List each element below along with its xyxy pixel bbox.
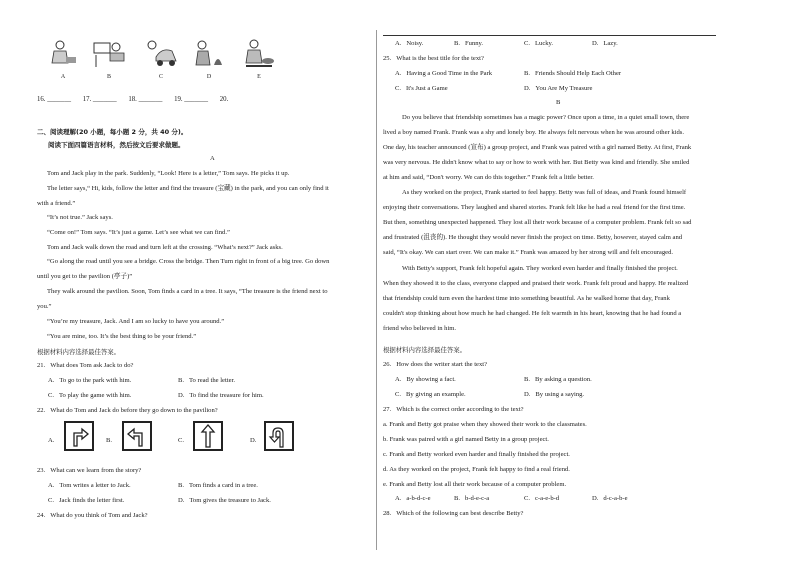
instruction-b: 根据材料内容选择最佳答案。 <box>383 346 467 354</box>
q25-option-c[interactable]: C. It's Just a Game <box>395 85 448 92</box>
q22-sign-a <box>64 421 94 451</box>
q26-stem: 26. How does the writer start the text? <box>383 361 488 368</box>
person-with-dog-icon <box>242 39 276 69</box>
top-rule <box>383 35 716 36</box>
person-gardening-icon <box>192 39 226 69</box>
q27-option-c[interactable]: C. c-a-e-b-d <box>524 495 560 502</box>
q21-option-d[interactable]: D. To find the treasure for him. <box>178 392 264 399</box>
section-instructions: 阅读下面四篇语言材料，然后按文后要求做题。 <box>48 141 185 149</box>
blank-19[interactable]: 19. _______ <box>174 96 209 103</box>
picture-e <box>242 39 276 80</box>
passage-b-line: With Betty's support, Frank felt hopeful again. They worked even harder and finally finished the project. <box>402 265 678 272</box>
person-cooking-icon <box>46 39 80 69</box>
q24-option-c[interactable]: C. Lucky. <box>524 40 554 47</box>
instruction-a: 根据材料内容选择最佳答案。 <box>37 348 121 356</box>
q23-option-b[interactable]: B. Tom finds a card in a tree. <box>178 482 258 489</box>
q25-option-d[interactable]: D. You Are My Treasure <box>524 85 593 92</box>
q24-option-a[interactable]: A. Noisy. <box>395 40 424 47</box>
passage-b-line: Do you believe that friendship sometimes has a magic power? Once upon a time, in a quiet small town, there <box>402 114 690 121</box>
passage-b-line: was very nervous. He didn't know what to say or how to work with her. But Betty was kind and friendly. She smiled <box>383 159 690 166</box>
answer-blanks <box>37 96 238 104</box>
blank-17[interactable]: 17. _______ <box>82 96 117 103</box>
person-at-desk-icon <box>92 39 126 69</box>
passage-b-heading: B <box>556 99 561 106</box>
picture-d <box>192 39 226 80</box>
q22-sign-d <box>264 421 294 451</box>
turn-left-arrow-icon <box>122 421 152 451</box>
q27-option-d[interactable]: D. d-c-a-b-e <box>592 495 628 502</box>
q22-option-d[interactable]: D. <box>250 437 257 444</box>
q22-option-c[interactable]: C. <box>178 437 185 444</box>
passage-b-line: that friendship could turn even the hardest time into something beautiful. As he walked home that day, Frank <box>383 295 670 302</box>
blank-20[interactable]: 20. <box>219 96 229 103</box>
passage-b-line: at him and said, “Don't worry. We can do this together.” Frank felt a little better. <box>383 174 594 181</box>
picture-label: C <box>158 74 163 80</box>
q27-item-e: e. Frank and Betty lost all their work because of a computer problem. <box>383 481 567 488</box>
picture-label: B <box>106 74 111 80</box>
picture-row <box>46 39 286 85</box>
q23-option-a[interactable]: A. Tom writes a letter to Jack. <box>48 482 131 489</box>
passage-a-line: Tom and Jack walk down the road and turn left at the crossing. “What’s next?” Jack asks. <box>47 244 283 251</box>
passage-b-line: enjoying their conversations. They laughed and shared stories. Frank felt like he had a real friend for the first time. <box>383 204 686 211</box>
passage-b-line: As they worked on the project, Frank started to feel happy. Betty was full of ideas, and Frank found himself <box>402 189 687 196</box>
passage-a-line: The letter says,“ Hi, kids, follow the letter and find the treasure (宝藏) in the park, and you can only find it <box>47 185 329 192</box>
q22-option-b[interactable]: B. <box>106 437 113 444</box>
q27-option-a[interactable]: A. a-b-d-c-e <box>395 495 431 502</box>
section-title: 二、阅读理解(20 小题，每小题 2 分，共 40 分)。 <box>37 128 188 136</box>
q27-item-c: c. Frank and Betty worked even harder and finally finished the project. <box>383 451 570 458</box>
turn-right-arrow-icon <box>64 421 94 451</box>
passage-a-heading: A <box>210 155 215 162</box>
picture-label: D <box>206 74 212 80</box>
q21-stem: 21. What does Tom ask Jack to do? <box>37 362 134 369</box>
passage-a-line: They walk around the pavilion. Soon, Tom finds a card in a tree. It says, “The treasure is the friend next to <box>47 288 328 295</box>
straight-arrow-icon <box>193 421 223 451</box>
q26-option-b[interactable]: B. By asking a question. <box>524 376 592 383</box>
passage-a-line: with a friend.” <box>37 200 76 207</box>
column-divider <box>376 30 377 550</box>
passage-a-line: until you get to the pavilion (亭子)” <box>37 273 133 280</box>
passage-b-line: couldn't stop thinking about how much he had changed. He felt warmth in his heart, knowing that he had found a <box>383 310 682 317</box>
blank-18[interactable]: 18. _______ <box>128 96 163 103</box>
passage-b-line: said, “It's okay. We can start over. We can make it.” Frank was amazed by her strong will and felt encouraged. <box>383 249 674 256</box>
q24-stem: 24. What do you think of Tom and Jack? <box>37 512 148 519</box>
q27-item-b: b. Frank was paired with a girl named Betty in a group project. <box>383 436 549 443</box>
passage-b-line: When they showed it to the class, everyone clapped and praised their work. Frank felt proud and happy. He realized <box>383 280 689 287</box>
q22-stem: 22. What do Tom and Jack do before they go down to the pavilion? <box>37 407 218 414</box>
passage-a-line: “You’re my treasure, Jack. And I am so lucky to have you around.” <box>47 318 225 325</box>
person-washing-car-icon <box>144 39 178 69</box>
picture-label: A <box>60 74 66 80</box>
q25-option-b[interactable]: B. Friends Should Help Each Other <box>524 70 622 77</box>
picture-label: E <box>257 74 261 80</box>
passage-b-line: But then, something unexpected happened. They lost all their work because of a computer problem. Frank felt so sad <box>383 219 692 226</box>
q28-stem: 28. Which of the following can best describe Betty? <box>383 510 524 517</box>
q27-option-b[interactable]: B. b-d-e-c-a <box>454 495 490 502</box>
q27-stem: 27. Which is the correct order according to the text? <box>383 406 524 413</box>
q23-option-d[interactable]: D. Tom gives the treasure to Jack. <box>178 497 271 504</box>
q25-stem: 25. What is the best title for the text? <box>383 55 484 62</box>
q26-option-a[interactable]: A. By showing a fact. <box>395 376 456 383</box>
passage-b-line: friend who believed in him. <box>383 325 457 332</box>
u-turn-arrow-icon <box>264 421 294 451</box>
passage-b-line: and frustrated (沮丧的). He thought they would never finish the project on time. Betty, however, stayed calm and <box>383 234 683 241</box>
passage-a-line: “Go along the road until you see a bridge. Cross the bridge. Then Turn right in front of a big tree. Go down <box>47 258 330 265</box>
q24-option-d[interactable]: D. Lazy. <box>592 40 618 47</box>
q23-option-c[interactable]: C. Jack finds the letter first. <box>48 497 125 504</box>
q23-stem: 23. What can we learn from the story? <box>37 467 142 474</box>
passage-a-line: you.” <box>37 303 52 310</box>
q22-sign-b <box>122 421 152 451</box>
q21-option-a[interactable]: A. To go to the park with him. <box>48 377 132 384</box>
passage-a-line: “Come on!” Tom says. “It’s just a game. Let’s see what we can find.” <box>47 229 230 236</box>
passage-b-line: lived a boy named Frank. Frank was a shy and lonely boy. He always felt nervous when he was around other kids. <box>383 129 684 136</box>
q25-option-a[interactable]: A. Having a Good Time in the Park <box>395 70 493 77</box>
q22-option-a[interactable]: A. <box>48 437 55 444</box>
passage-a-line: Tom and Jack play in the park. Suddenly, “Look! Here is a letter,” Tom says. He picks it up. <box>47 170 290 177</box>
q22-sign-c <box>193 421 223 451</box>
blank-16[interactable]: 16. _______ <box>37 96 71 103</box>
passage-a-line: “It’s not true.” Jack says. <box>47 214 113 221</box>
q21-option-c[interactable]: C. To play the game with him. <box>48 392 132 399</box>
q21-option-b[interactable]: B. To read the letter. <box>178 377 236 384</box>
picture-c <box>144 39 178 80</box>
q26-option-d[interactable]: D. By using a saying. <box>524 391 585 398</box>
q27-item-d: d. As they worked on the project, Frank felt happy to find a real friend. <box>383 466 570 473</box>
picture-b <box>92 39 126 80</box>
q24-option-b[interactable]: B. Funny. <box>454 40 484 47</box>
picture-a <box>46 39 80 80</box>
q26-option-c[interactable]: C. By giving an example. <box>395 391 466 398</box>
passage-b-line: One day, his teacher announced (宣布) a group project, and Frank was paired with a girl named Betty. At first, Frank <box>383 144 692 151</box>
q27-item-a: a. Frank and Betty got praise when they showed their work to the classmates. <box>383 421 587 428</box>
passage-a-line: “You are mine, too. It’s the best thing to be your friend.” <box>47 333 197 340</box>
